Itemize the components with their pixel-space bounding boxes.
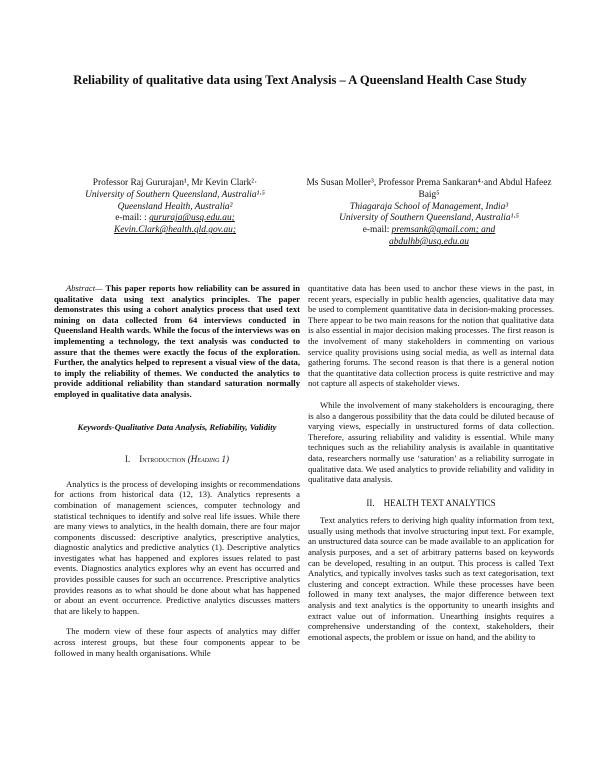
author-affiliation: University of Southern Queensland, Australia¹·⁵ [339, 213, 519, 224]
email-line [300, 225, 558, 237]
heading-label: HEALTH TEXT ANALYTICS [383, 497, 496, 508]
author-affiliation: Queensland Health, Australia² [117, 201, 233, 212]
body-paragraph: Text analytics refers to deriving high quality information from text, usually using methods that involve structuring input text. For example, an unstructured data source can be made available to an application for analysis purposes, and a set of arbitrary patterns based on keywords can be developed, resulting in an output. This process is called Text Analytics, and typically involves tasks such as text categorisation, text clustering and concept extraction. While these processes have been followed in many text analyses, the major difference between text analysis and text analytics is the opportunity to unearth insights and extract value out of information. Unearthing insights requires a comprehensive understanding of the context, stakeholders, their emotional aspects, the problem or issue on hand, and the ability to [308, 515, 554, 642]
paper-title: Reliability of qualitative data using Text Analysis – A Queensland Health Case Study [73, 73, 527, 87]
body-paragraph: While the involvement of many stakeholders is encouraging, there is also a dangerous possibility that the data could be diluted because of varying views, especially in unstructured forms of data collection. Therefore, assuring reliability and validity is essential. While many techniques such as the reliability analysis is available in quantitative data, researchers normally use ‘saturation’ as a reliability surrogate in qualitative data. We used analytics to provide reliability and validity in qualitative data analysis. [308, 399, 554, 485]
author-block-left [50, 178, 300, 237]
heading-number: II. [366, 497, 375, 508]
body-paragraph: Analytics is the process of developing insights or recommendations for actions from historical data (12, 13). Analytics represents a combination of management sciences, computer technology and statistical techniques to identify and solve real life issues. While there are many views to analytics, in the health domain, there are four major components discussed: descriptive analytics, prescriptive analytics, diagnostic analytics and predictive analytics (1). Descriptive analytics investigates what has happened and explores issues related to past events. Diagnostics analytics explores why an event has occurred and provides possible causes for such an occurrence. Prescriptive analytics provides reasons as to what should be done about what has happened or about an event occurrence. Predictive analytics discusses matters that are likely to happen. [54, 478, 300, 616]
heading-tag: (Heading 1) [187, 454, 230, 465]
heading-number: I. [124, 454, 131, 465]
email-line [50, 213, 300, 225]
email-link[interactable]: gururaja@usq.edu.au; [149, 213, 235, 224]
heading-label: Introduction [139, 454, 186, 465]
author-affiliation: Thiagaraja School of Management, India³ [349, 201, 509, 212]
author-block-right [300, 178, 558, 249]
email-link[interactable]: Kevin.Clark@health.qld.gov.au; [114, 225, 236, 236]
body-paragraph: The modern view of these four aspects of analytics may differ across interest groups, but these four components appear to be followed in many health organisations. While [54, 626, 300, 658]
body-paragraph: quantitative data has been used to anchor these views in the past, in recent years, especially in public health agencies, qualitative data may be used to complement quantitative data in decision-making processes. There appear to be two main reasons for the notion that qualitative data is also essential in major decision making processes. The first reason is the involvement of many stakeholders in commenting on various service quality provisions using social media, as well as internal data gathering forums. The second reason is that there is a general notion that the quantitative data collection process is quite restrictive and may not capture all aspects of stakeholder views. [308, 283, 554, 389]
email-link[interactable]: abdulhb@usq.edu.au [389, 236, 469, 247]
right-column [308, 283, 554, 642]
author-names: Professor Raj Gururajan¹, Mr Kevin Clark²· [92, 178, 258, 188]
author-affiliation: University of Southern Queensland, Australia¹·⁵ [85, 189, 265, 200]
keywords: Keywords-Qualitative Data Analysis, Reliability, Validity [77, 421, 277, 432]
abstract-lead: Abstract— [66, 283, 103, 293]
email-link[interactable]: premsank@gmail.com; and [391, 225, 496, 236]
email-label: e-mail: : [115, 213, 147, 224]
section-heading [308, 498, 554, 509]
section-heading [54, 454, 300, 465]
email-label: e-mail: [362, 225, 390, 236]
abstract [54, 283, 300, 400]
left-column [54, 283, 300, 658]
abstract-body: This paper reports how reliability can be assured in qualitative data using text analytics principles. The paper demonstrates this using a cohort analytics process that used text mining on data collected from 64 interviews conducted in Queensland Health wards. While the focus of the interviews was on implementing a technology, the text analysis was conducted to assure that the themes were exactly the focus of the exploration. Further, the analytics helped to represent a visual view of the data, to imply the reliability of themes. We conducted the analytics to provide additional reliability than standard saturation normally employed in qualitative data analysis. [54, 283, 300, 399]
author-names: Ms Susan Moller³, Professor Prema Sankaran⁴·and Abdul Hafeez Baig⁵ [306, 178, 552, 200]
